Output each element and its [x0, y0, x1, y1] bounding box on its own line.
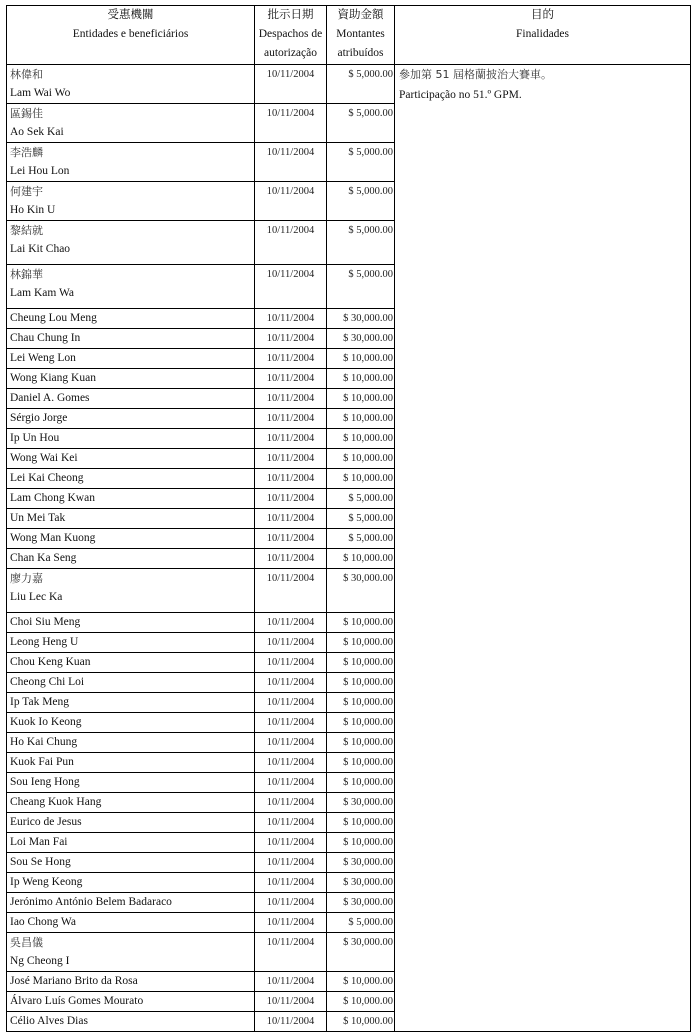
entity-name-pt: Ip Un Hou [10, 432, 60, 444]
dispatch-date-cell: 10/11/2004 [255, 713, 327, 733]
header-dispatch-pt-2: autorização [264, 47, 317, 59]
dispatch-date-cell: 10/11/2004 [255, 873, 327, 893]
dispatch-date-cell: 10/11/2004 [255, 329, 327, 349]
entity-name-pt: Cheung Lou Meng [10, 312, 97, 324]
entity-cell [7, 65, 255, 104]
amount-cell: $ 10,000.00 [327, 369, 395, 389]
amount-cell: $ 5,000.00 [327, 265, 395, 309]
entity-cell [7, 693, 255, 713]
amount-cell: $ 30,000.00 [327, 853, 395, 873]
document-page [6, 5, 690, 1032]
entity-name-zh: 廖力嘉 [10, 572, 43, 585]
header-purpose [395, 6, 691, 65]
dispatch-date-cell: 10/11/2004 [255, 221, 327, 265]
amount-cell: $ 10,000.00 [327, 1012, 395, 1032]
entity-name-pt: Wong Man Kuong [10, 532, 96, 544]
amount-cell: $ 10,000.00 [327, 449, 395, 469]
entity-cell [7, 673, 255, 693]
amount-cell: $ 10,000.00 [327, 409, 395, 429]
amount-cell: $ 10,000.00 [327, 653, 395, 673]
header-entities-pt: Entidades e beneficiários [72, 28, 189, 40]
entity-name-pt: Wong Kiang Kuan [10, 372, 96, 384]
entity-name-pt: Ho Kai Chung [10, 736, 78, 748]
header-amount-pt-2: atribuídos [337, 47, 384, 59]
dispatch-date-cell: 10/11/2004 [255, 309, 327, 329]
purpose-cell [395, 65, 691, 1032]
amount-cell: $ 5,000.00 [327, 221, 395, 265]
dispatch-date-cell: 10/11/2004 [255, 449, 327, 469]
entity-cell [7, 569, 255, 613]
amount-cell: $ 5,000.00 [327, 529, 395, 549]
amount-cell: $ 10,000.00 [327, 753, 395, 773]
entity-name-pt: Leong Heng U [10, 636, 79, 648]
dispatch-date-cell: 10/11/2004 [255, 933, 327, 972]
dispatch-date-cell: 10/11/2004 [255, 409, 327, 429]
entity-cell [7, 349, 255, 369]
entity-cell [7, 633, 255, 653]
amount-cell: $ 10,000.00 [327, 992, 395, 1012]
table-row [7, 65, 691, 104]
entity-cell [7, 753, 255, 773]
entity-cell [7, 369, 255, 389]
entity-cell [7, 449, 255, 469]
amount-cell: $ 10,000.00 [327, 613, 395, 633]
amount-cell: $ 5,000.00 [327, 143, 395, 182]
entity-name-pt: Lam Kam Wa [10, 287, 75, 299]
amount-cell: $ 30,000.00 [327, 873, 395, 893]
entity-name-pt: Chan Ka Seng [10, 552, 77, 564]
amount-cell: $ 10,000.00 [327, 713, 395, 733]
entity-name-pt: Ip Tak Meng [10, 696, 70, 708]
amount-cell: $ 10,000.00 [327, 349, 395, 369]
entity-name-pt: Sérgio Jorge [10, 412, 68, 424]
entity-name-pt: Cheang Kuok Hang [10, 796, 102, 808]
table-header-row [7, 6, 691, 65]
entity-name-pt: Lei Kai Cheong [10, 472, 84, 484]
dispatch-date-cell: 10/11/2004 [255, 613, 327, 633]
amount-cell: $ 30,000.00 [327, 793, 395, 813]
entity-cell [7, 653, 255, 673]
dispatch-date-cell: 10/11/2004 [255, 913, 327, 933]
dispatch-date-cell: 10/11/2004 [255, 489, 327, 509]
entity-cell [7, 549, 255, 569]
purpose-zh: 參加第 51 屆格蘭披治大賽車。 [399, 68, 552, 81]
entity-cell [7, 813, 255, 833]
entity-name-pt: Un Mei Tak [10, 512, 66, 524]
dispatch-date-cell: 10/11/2004 [255, 349, 327, 369]
amount-cell: $ 5,000.00 [327, 65, 395, 104]
dispatch-date-cell: 10/11/2004 [255, 733, 327, 753]
entity-cell [7, 429, 255, 449]
dispatch-date-cell: 10/11/2004 [255, 753, 327, 773]
dispatch-date-cell: 10/11/2004 [255, 143, 327, 182]
header-dispatch-date [255, 6, 327, 65]
header-purpose-zh: 目的 [531, 9, 554, 21]
entity-name-pt: Jerónimo António Belem Badaraco [10, 896, 172, 908]
entity-name-zh: 吳昌儀 [10, 936, 43, 949]
entity-cell [7, 104, 255, 143]
table-body [7, 65, 691, 1032]
amount-cell: $ 30,000.00 [327, 329, 395, 349]
dispatch-date-cell: 10/11/2004 [255, 893, 327, 913]
amount-cell: $ 10,000.00 [327, 389, 395, 409]
entity-cell [7, 793, 255, 813]
dispatch-date-cell: 10/11/2004 [255, 569, 327, 613]
amount-cell: $ 5,000.00 [327, 182, 395, 221]
entity-name-pt: Ip Weng Keong [10, 876, 83, 888]
entity-cell [7, 873, 255, 893]
amount-cell: $ 5,000.00 [327, 913, 395, 933]
entity-cell [7, 992, 255, 1012]
entity-name-pt: Liu Lec Ka [10, 591, 63, 603]
entity-name-pt: Lei Weng Lon [10, 352, 76, 364]
dispatch-date-cell: 10/11/2004 [255, 104, 327, 143]
header-amount-pt-1: Montantes [336, 28, 385, 40]
dispatch-date-cell: 10/11/2004 [255, 369, 327, 389]
entity-name-pt: Daniel A. Gomes [10, 392, 90, 404]
dispatch-date-cell: 10/11/2004 [255, 972, 327, 992]
entity-cell [7, 913, 255, 933]
entity-name-pt: Kuok Io Keong [10, 716, 82, 728]
entity-name-pt: Lei Hou Lon [10, 165, 70, 177]
entity-cell [7, 933, 255, 972]
entity-name-pt: Lam Wai Wo [10, 87, 71, 99]
amount-cell: $ 10,000.00 [327, 773, 395, 793]
entity-name-pt: Lam Chong Kwan [10, 492, 95, 504]
amount-cell: $ 10,000.00 [327, 633, 395, 653]
amount-cell: $ 30,000.00 [327, 893, 395, 913]
entity-name-zh: 何建宇 [10, 185, 43, 198]
header-amount [327, 6, 395, 65]
amount-cell: $ 10,000.00 [327, 733, 395, 753]
entity-cell [7, 509, 255, 529]
amount-cell: $ 10,000.00 [327, 693, 395, 713]
dispatch-date-cell: 10/11/2004 [255, 469, 327, 489]
entity-cell [7, 713, 255, 733]
entity-cell [7, 972, 255, 992]
dispatch-date-cell: 10/11/2004 [255, 853, 327, 873]
entity-name-pt: Chou Keng Kuan [10, 656, 91, 668]
dispatch-date-cell: 10/11/2004 [255, 389, 327, 409]
entity-cell [7, 833, 255, 853]
entity-name-pt: Sou Ieng Hong [10, 776, 80, 788]
entity-cell [7, 613, 255, 633]
header-purpose-pt: Finalidades [515, 28, 570, 40]
header-dispatch-zh: 批示日期 [267, 9, 314, 21]
entity-name-pt: José Mariano Brito da Rosa [10, 975, 138, 987]
amount-cell: $ 5,000.00 [327, 104, 395, 143]
header-amount-zh: 資助金額 [337, 9, 384, 21]
dispatch-date-cell: 10/11/2004 [255, 429, 327, 449]
dispatch-date-cell: 10/11/2004 [255, 793, 327, 813]
entity-name-pt: Álvaro Luís Gomes Mourato [10, 995, 144, 1007]
entity-cell [7, 182, 255, 221]
entity-name-pt: Iao Chong Wa [10, 916, 76, 928]
subsidy-table [6, 5, 691, 1032]
amount-cell: $ 5,000.00 [327, 489, 395, 509]
dispatch-date-cell: 10/11/2004 [255, 182, 327, 221]
entity-cell [7, 389, 255, 409]
entity-name-zh: 李浩麟 [10, 146, 43, 159]
entity-name-pt: Eurico de Jesus [10, 816, 82, 828]
amount-cell: $ 10,000.00 [327, 429, 395, 449]
entity-cell [7, 265, 255, 309]
entity-cell [7, 221, 255, 265]
amount-cell: $ 10,000.00 [327, 673, 395, 693]
entity-name-pt: Célio Alves Dias [10, 1015, 88, 1027]
amount-cell: $ 30,000.00 [327, 309, 395, 329]
dispatch-date-cell: 10/11/2004 [255, 65, 327, 104]
amount-cell: $ 10,000.00 [327, 833, 395, 853]
entity-cell [7, 853, 255, 873]
dispatch-date-cell: 10/11/2004 [255, 633, 327, 653]
dispatch-date-cell: 10/11/2004 [255, 653, 327, 673]
entity-cell [7, 409, 255, 429]
dispatch-date-cell: 10/11/2004 [255, 773, 327, 793]
entity-name-zh: 區錫佳 [10, 107, 43, 120]
entity-name-pt: Ao Sek Kai [10, 126, 64, 138]
dispatch-date-cell: 10/11/2004 [255, 813, 327, 833]
entity-name-pt: Lai Kit Chao [10, 243, 71, 255]
entity-name-pt: Loi Man Fai [10, 836, 68, 848]
amount-cell: $ 10,000.00 [327, 813, 395, 833]
entity-cell [7, 1012, 255, 1032]
entity-name-zh: 林錦華 [10, 268, 43, 281]
dispatch-date-cell: 10/11/2004 [255, 529, 327, 549]
dispatch-date-cell: 10/11/2004 [255, 693, 327, 713]
amount-cell: $ 5,000.00 [327, 509, 395, 529]
entity-cell [7, 309, 255, 329]
amount-cell: $ 10,000.00 [327, 469, 395, 489]
purpose-pt: Participação no 51.º GPM. [399, 89, 522, 101]
dispatch-date-cell: 10/11/2004 [255, 833, 327, 853]
entity-name-pt: Ho Kin U [10, 204, 56, 216]
dispatch-date-cell: 10/11/2004 [255, 1012, 327, 1032]
header-dispatch-pt-1: Despachos de [258, 28, 323, 40]
header-entities [7, 6, 255, 65]
amount-cell: $ 30,000.00 [327, 933, 395, 972]
dispatch-date-cell: 10/11/2004 [255, 265, 327, 309]
header-entities-zh: 受惠機關 [107, 9, 154, 21]
entity-name-pt: Cheong Chi Loi [10, 676, 85, 688]
entity-name-pt: Sou Se Hong [10, 856, 71, 868]
entity-cell [7, 529, 255, 549]
dispatch-date-cell: 10/11/2004 [255, 673, 327, 693]
entity-cell [7, 143, 255, 182]
dispatch-date-cell: 10/11/2004 [255, 992, 327, 1012]
entity-name-zh: 林偉和 [10, 68, 43, 81]
entity-cell [7, 773, 255, 793]
entity-cell [7, 489, 255, 509]
amount-cell: $ 10,000.00 [327, 972, 395, 992]
entity-name-pt: Chau Chung In [10, 332, 81, 344]
entity-name-pt: Ng Cheong I [10, 955, 70, 967]
entity-name-pt: Choi Siu Meng [10, 616, 81, 628]
amount-cell: $ 10,000.00 [327, 549, 395, 569]
entity-cell [7, 893, 255, 913]
entity-cell [7, 329, 255, 349]
dispatch-date-cell: 10/11/2004 [255, 509, 327, 529]
entity-name-zh: 黎結就 [10, 224, 43, 237]
entity-name-pt: Kuok Fai Pun [10, 756, 74, 768]
entity-name-pt: Wong Wai Kei [10, 452, 78, 464]
amount-cell: $ 30,000.00 [327, 569, 395, 613]
entity-cell [7, 469, 255, 489]
dispatch-date-cell: 10/11/2004 [255, 549, 327, 569]
entity-cell [7, 733, 255, 753]
